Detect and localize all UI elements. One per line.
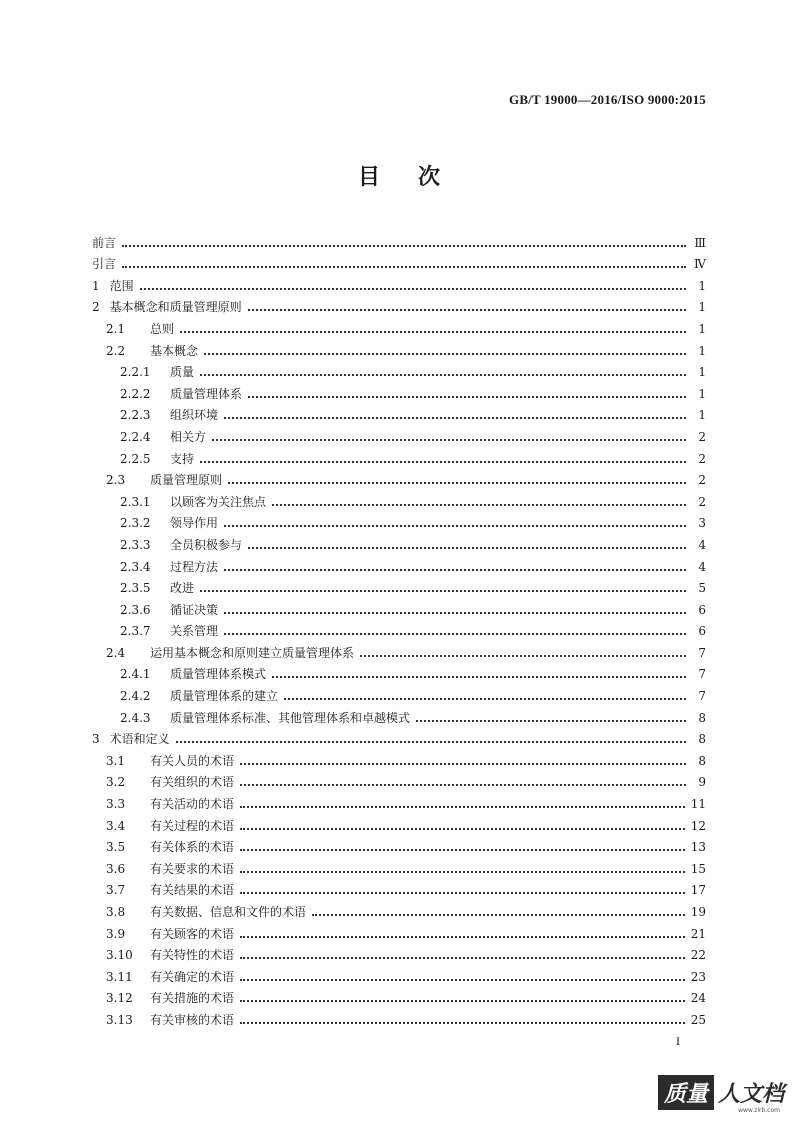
toc-leader-dots <box>240 936 685 938</box>
toc-entry-page: 1 <box>698 408 706 423</box>
toc-entry-page: 13 <box>690 840 706 855</box>
page-number: I <box>676 1034 680 1048</box>
toc-entry-label: 质量管理体系标准、其他管理体系和卓越模式 <box>170 710 411 725</box>
toc-entry-page: 7 <box>698 689 706 704</box>
toc-entry-label: 有关数据、信息和文件的术语 <box>150 905 307 919</box>
toc-entry-page: 24 <box>690 991 706 1006</box>
toc-leader-dots <box>248 309 686 311</box>
toc-entry-label: 关系管理 <box>170 624 219 639</box>
toc-entry[interactable] <box>92 444 706 466</box>
toc-entry[interactable] <box>92 530 706 552</box>
toc-entry-page: 8 <box>698 710 706 725</box>
toc-entry[interactable] <box>92 919 706 941</box>
toc-entry-number: 2.3.2 <box>120 516 151 531</box>
toc-entry[interactable] <box>92 401 706 423</box>
toc-leader-dots <box>240 979 685 981</box>
toc-entry-label: 有关过程的术语 <box>150 818 235 833</box>
toc-entry-number: 2.1 <box>106 321 126 336</box>
toc-leader-dots <box>240 1000 685 1002</box>
toc-entry[interactable] <box>92 703 706 725</box>
toc-entry-page: 5 <box>698 581 706 596</box>
toc-leader-dots <box>224 525 686 527</box>
toc-entry-number: 2.2.4 <box>120 429 151 444</box>
toc-leader-dots <box>312 914 685 916</box>
toc-entry-page: 9 <box>698 775 706 790</box>
toc-entry-page: 1 <box>698 343 706 358</box>
toc-entry[interactable] <box>92 638 706 660</box>
toc-entry[interactable] <box>92 1005 706 1027</box>
toc-entry-label: 有关活动的术语 <box>150 797 235 812</box>
toc-entry[interactable] <box>92 552 706 574</box>
toc-entry-label: 运用基本概念和原则建立质量管理体系 <box>150 645 355 660</box>
toc-entry[interactable] <box>92 487 706 509</box>
toc-entry[interactable] <box>92 379 706 401</box>
toc-leader-dots <box>240 1022 685 1024</box>
toc-leader-dots <box>272 676 686 678</box>
toc-entry-label: 有关组织的术语 <box>150 775 235 790</box>
toc-leader-dots <box>360 655 686 657</box>
toc-entry-page: 23 <box>690 969 706 984</box>
toc-leader-dots <box>122 245 686 247</box>
toc-entry-number: 3.11 <box>106 969 133 984</box>
toc-entry-number: 2.2.5 <box>120 451 151 466</box>
toc-entry-number: 2.4.2 <box>120 689 151 704</box>
toc-entry-label: 领导作用 <box>170 516 219 531</box>
toc-entry-page: 22 <box>690 948 706 963</box>
toc-entry[interactable] <box>92 789 706 811</box>
toc-leader-dots <box>240 871 685 873</box>
toc-entry[interactable] <box>92 574 706 596</box>
toc-entry-number: 3.10 <box>106 948 133 963</box>
toc-entry[interactable] <box>92 746 706 768</box>
toc-entry-number: 3.3 <box>106 797 126 812</box>
toc-entry-page: 1 <box>698 321 706 336</box>
toc-leader-dots <box>240 806 685 808</box>
toc-leader-dots <box>240 763 686 765</box>
toc-entry-number: 3.2 <box>106 775 126 790</box>
toc-entry-number: 2.3.7 <box>120 624 151 639</box>
toc-entry-label: 过程方法 <box>170 559 219 574</box>
toc-entry-label: 基本概念和质量管理原则 <box>109 300 242 315</box>
toc-entry-number: 2.3.6 <box>120 602 151 617</box>
toc-entry-page: 21 <box>690 926 706 941</box>
toc-entry[interactable] <box>92 228 706 250</box>
toc-entry-page: 25 <box>690 1012 706 1027</box>
toc-entry[interactable] <box>92 314 706 336</box>
toc-entry-label: 术语和定义 <box>109 732 170 747</box>
toc-entry-number: 2.2.1 <box>120 365 151 380</box>
toc-entry-number: 3.9 <box>106 926 126 941</box>
page-title: 目次 <box>357 165 478 190</box>
toc-entry-page: 19 <box>690 905 706 919</box>
toc-entry[interactable] <box>92 250 706 272</box>
toc-entry[interactable] <box>92 617 706 639</box>
toc-entry-number: 3.7 <box>106 883 126 898</box>
toc-entry[interactable] <box>92 876 706 898</box>
toc-entry-label: 有关确定的术语 <box>150 969 235 984</box>
toc-entry-page: Ⅲ <box>694 235 706 250</box>
toc-entry[interactable] <box>92 768 706 790</box>
toc-entry-page: 2 <box>698 494 706 509</box>
toc-entry-number: 3 <box>92 732 100 747</box>
toc-entry-page: 8 <box>698 732 706 747</box>
toc-leader-dots <box>248 396 686 398</box>
toc-entry-page: 7 <box>698 667 706 682</box>
toc-entry[interactable] <box>92 422 706 444</box>
toc-leader-dots <box>248 547 686 549</box>
toc-entry[interactable] <box>92 897 706 919</box>
toc-entry-number: 2.3.4 <box>120 559 151 574</box>
toc-leader-dots <box>272 504 686 506</box>
document-code: GB/T 19000—2016/ISO 9000:2015 <box>509 92 706 107</box>
toc-entry-number: 3.5 <box>106 840 126 855</box>
toc-entry-number: 2.2.3 <box>120 408 151 423</box>
toc-entry-page: 2 <box>698 451 706 466</box>
watermark-text: 人文档 www.zlrb.com <box>717 1082 784 1114</box>
toc-entry-number: 3.4 <box>106 818 126 833</box>
toc-entry-label: 引言 <box>92 257 117 272</box>
toc-entry-label: 改进 <box>170 581 195 596</box>
toc-entry-label: 有关特性的术语 <box>150 948 235 963</box>
toc-entry[interactable] <box>92 854 706 876</box>
toc-entry-label: 有关人员的术语 <box>150 753 235 768</box>
toc-entry-page: 1 <box>698 278 706 293</box>
toc-entry-label: 有关结果的术语 <box>150 883 235 898</box>
toc-leader-dots <box>284 698 686 700</box>
toc-entry-number: 2.2 <box>106 343 126 358</box>
toc-entry-label: 循证决策 <box>170 602 219 617</box>
toc-entry-label: 质量管理体系 <box>170 386 243 401</box>
toc-entry-page: 1 <box>698 386 706 401</box>
toc-entry[interactable] <box>92 681 706 703</box>
toc-entry-label: 总则 <box>150 321 175 336</box>
toc-entry-number: 2.4.3 <box>120 710 151 725</box>
toc-entry-number: 2.4.1 <box>120 667 151 682</box>
toc-entry-label: 前言 <box>92 235 117 250</box>
toc-entry[interactable] <box>92 271 706 293</box>
toc-leader-dots <box>240 892 685 894</box>
toc-entry[interactable] <box>92 660 706 682</box>
toc-entry-label: 范围 <box>109 278 134 293</box>
toc-entry[interactable] <box>92 941 706 963</box>
toc-entry-number: 2.3 <box>106 473 126 488</box>
toc-entry[interactable] <box>92 595 706 617</box>
toc-leader-dots <box>224 417 686 419</box>
toc-leader-dots <box>200 590 686 592</box>
toc-entry-page: 7 <box>698 645 706 660</box>
toc-leader-dots <box>204 353 686 355</box>
toc-leader-dots <box>224 569 686 571</box>
table-of-contents <box>92 228 706 1027</box>
toc-entry-page: 1 <box>698 300 706 315</box>
toc-leader-dots <box>240 784 686 786</box>
toc-entry-label: 质量管理体系的建立 <box>170 689 279 704</box>
toc-entry-label: 质量管理体系模式 <box>170 667 267 682</box>
toc-leader-dots <box>176 741 686 743</box>
toc-entry-page: 4 <box>698 559 706 574</box>
toc-entry-label: 质量 <box>170 365 195 380</box>
toc-entry-page: 6 <box>698 602 706 617</box>
toc-entry-number: 2 <box>92 300 100 315</box>
toc-entry-page: 4 <box>698 537 706 552</box>
toc-entry-label: 有关措施的术语 <box>150 991 235 1006</box>
toc-leader-dots <box>416 720 686 722</box>
toc-entry-page: Ⅳ <box>694 257 706 272</box>
toc-leader-dots <box>240 828 685 830</box>
toc-entry-label: 基本概念 <box>150 343 199 358</box>
watermark-url: www.zlrb.com <box>738 1107 780 1114</box>
toc-entry-label: 全员积极参与 <box>170 537 243 552</box>
toc-entry[interactable] <box>92 833 706 855</box>
toc-entry-label: 有关体系的术语 <box>150 840 235 855</box>
toc-entry[interactable] <box>92 725 706 747</box>
toc-entry[interactable] <box>92 336 706 358</box>
watermark-logo <box>658 1075 784 1114</box>
toc-entry-number: 2.3.5 <box>120 581 151 596</box>
toc-leader-dots <box>240 957 685 959</box>
toc-entry-number: 3.1 <box>106 753 126 768</box>
toc-entry-number: 3.12 <box>106 991 133 1006</box>
toc-entry[interactable] <box>92 811 706 833</box>
toc-leader-dots <box>224 612 686 614</box>
toc-entry[interactable] <box>92 962 706 984</box>
toc-entry[interactable] <box>92 358 706 380</box>
toc-leader-dots <box>240 849 685 851</box>
toc-entry-number: 3.8 <box>106 905 126 919</box>
toc-entry-page: 2 <box>698 473 706 488</box>
toc-entry-label: 有关顾客的术语 <box>150 926 235 941</box>
toc-entry-page: 3 <box>698 516 706 531</box>
toc-entry[interactable] <box>92 984 706 1006</box>
toc-leader-dots <box>212 439 686 441</box>
toc-entry-number: 2.2.2 <box>120 386 151 401</box>
toc-entry-number: 2.3.1 <box>120 494 151 509</box>
toc-entry-page: 11 <box>690 797 706 812</box>
toc-entry-label: 有关审核的术语 <box>150 1012 235 1027</box>
toc-entry-label: 有关要求的术语 <box>150 861 235 876</box>
toc-entry-label: 以顾客为关注焦点 <box>170 494 267 509</box>
toc-entry-page: 8 <box>698 753 706 768</box>
toc-entry-number: 1 <box>92 278 100 293</box>
watermark-box: 质量 <box>658 1075 714 1110</box>
toc-leader-dots <box>200 461 686 463</box>
toc-leader-dots <box>200 374 686 376</box>
toc-entry-page: 15 <box>690 861 706 876</box>
toc-leader-dots <box>228 482 686 484</box>
toc-entry-page: 17 <box>690 883 706 898</box>
toc-entry-label: 组织环境 <box>170 408 219 423</box>
toc-entry[interactable] <box>92 293 706 315</box>
toc-entry-number: 2.4 <box>106 645 126 660</box>
toc-leader-dots <box>180 331 686 333</box>
toc-leader-dots <box>140 288 686 290</box>
toc-entry-label: 相关方 <box>170 429 207 444</box>
toc-entry[interactable] <box>92 466 706 488</box>
toc-entry-number: 3.13 <box>106 1012 133 1027</box>
toc-entry-page: 12 <box>690 818 706 833</box>
toc-entry-label: 支持 <box>170 451 195 466</box>
toc-leader-dots <box>224 633 686 635</box>
toc-entry-page: 6 <box>698 624 706 639</box>
toc-entry-number: 3.6 <box>106 861 126 876</box>
toc-entry[interactable] <box>92 509 706 531</box>
toc-entry-label: 质量管理原则 <box>150 473 223 488</box>
toc-entry-page: 1 <box>698 365 706 380</box>
toc-entry-number: 2.3.3 <box>120 537 151 552</box>
toc-entry-page: 2 <box>698 429 706 444</box>
toc-leader-dots <box>122 266 686 268</box>
